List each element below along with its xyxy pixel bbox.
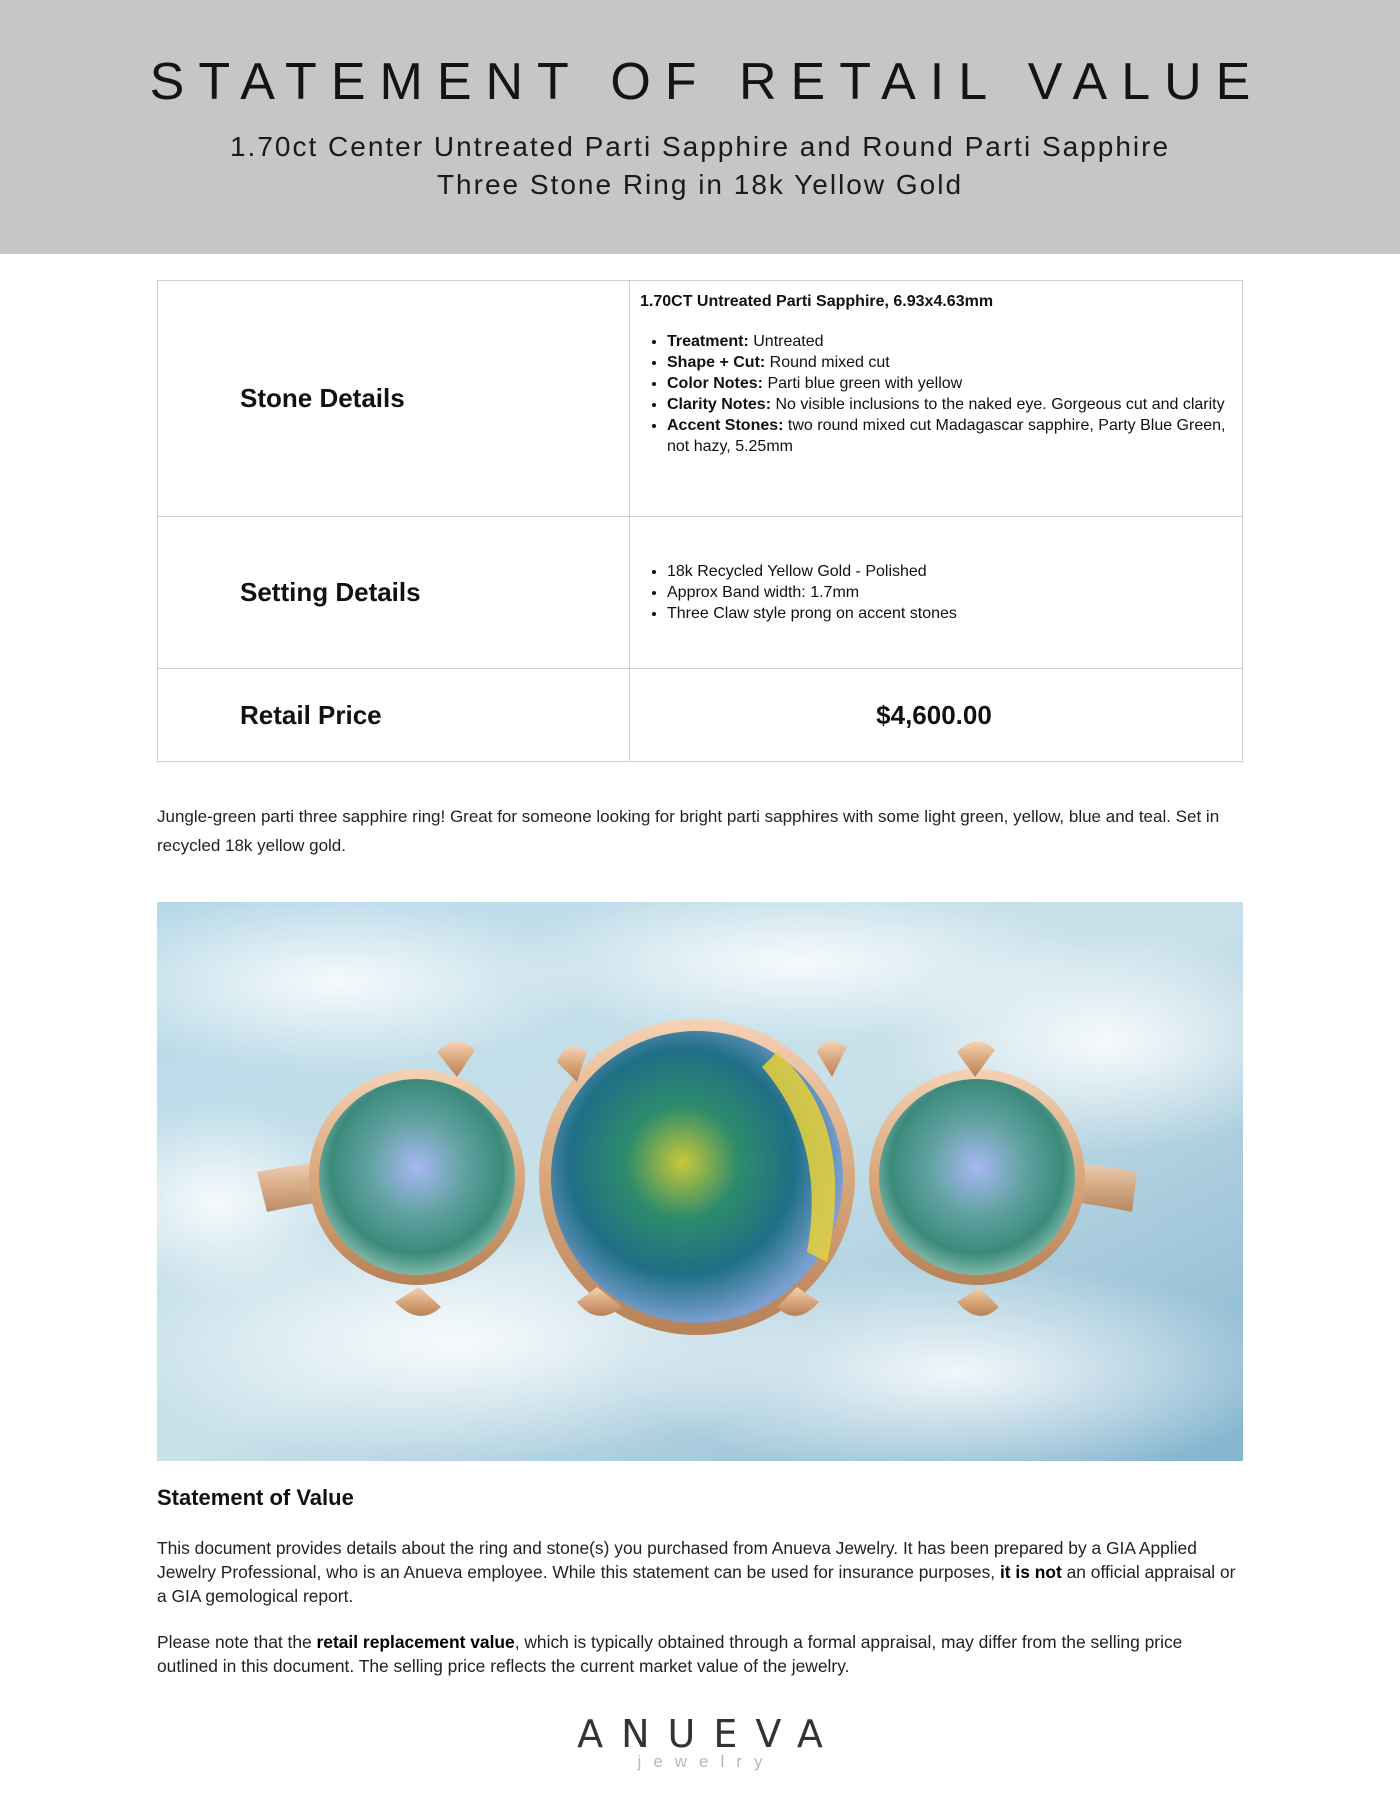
document-title: STATEMENT OF RETAIL VALUE [149,53,1265,111]
header-band [0,0,1400,254]
statement-paragraph-2: Please note that the retail replacement value, which is typically obtained through a formal appraisal, may differ from the selling price outlined in this document. The selling price reflects the current market value of the jewelry. [157,1632,1183,1676]
list-item: • Clarity Notes: No visible inclusions to the naked eye. Gorgeous cut and clarity [667,394,1228,415]
subtitle-line-2: Three Stone Ring in 18k Yellow Gold [436,169,964,200]
list-item: • Treatment: Untreated [667,331,1228,352]
setting-details-value-cell [630,517,1243,669]
list-item: • 18k Recycled Yellow Gold - Polished [667,561,1228,582]
list-item: • Approx Band width: 1.7mm [667,582,1228,603]
subtitle-line-1: 1.70ct Center Untreated Parti Sapphire and Round Parti Sapphire [229,131,1171,162]
ring-description: Jungle-green parti three sapphire ring! Great for someone looking for bright parti sapphires with some light green, yellow, blue and teal. Set in recycled 18k yellow gold. [157,807,1220,855]
logo-wordmark: ANUEVA [577,1712,841,1756]
list-item: • Shape + Cut: Round mixed cut [667,352,1228,373]
document-subtitle [0,128,1400,204]
retail-price-row [158,669,1243,762]
setting-details-list [640,561,1228,624]
logo-subtitle: jewelry [637,1752,775,1771]
stone-details-label: Stone Details [240,383,405,413]
ring-photo [157,902,1243,1461]
details-table [157,280,1243,762]
setting-details-row [158,517,1243,669]
statement-of-value-heading: Statement of Value [157,1485,354,1510]
list-item: • Three Claw style prong on accent stones [667,603,1228,624]
setting-details-label: Setting Details [240,577,421,607]
list-item: • Accent Stones: two round mixed cut Madagascar sapphire, Party Blue Green, not hazy, 5.25mm [667,415,1228,457]
statement-paragraph-1: This document provides details about the ring and stone(s) you purchased from Anueva Jewelry. It has been prepared by a GIA Applied Jewelry Professional, who is an Anueva employee. While this statement can be used for insurance purposes, it is not an official appraisal or a GIA gemological report. [157,1538,1236,1606]
stone-details-list [640,331,1228,457]
stone-details-row [158,281,1243,517]
anueva-logo [0,1712,1400,1772]
stone-details-label-cell [158,281,630,517]
list-item: • Color Notes: Parti blue green with yellow [667,373,1228,394]
stone-heading: 1.70CT Untreated Parti Sapphire, 6.93x4.63mm [640,293,994,310]
stone-details-value-cell [630,281,1243,517]
setting-details-label-cell [158,517,630,669]
retail-price-label: Retail Price [240,699,382,730]
retail-price-value: $4,600.00 [876,699,992,730]
retail-price-label-cell [158,669,630,762]
retail-price-value-cell [630,669,1243,762]
